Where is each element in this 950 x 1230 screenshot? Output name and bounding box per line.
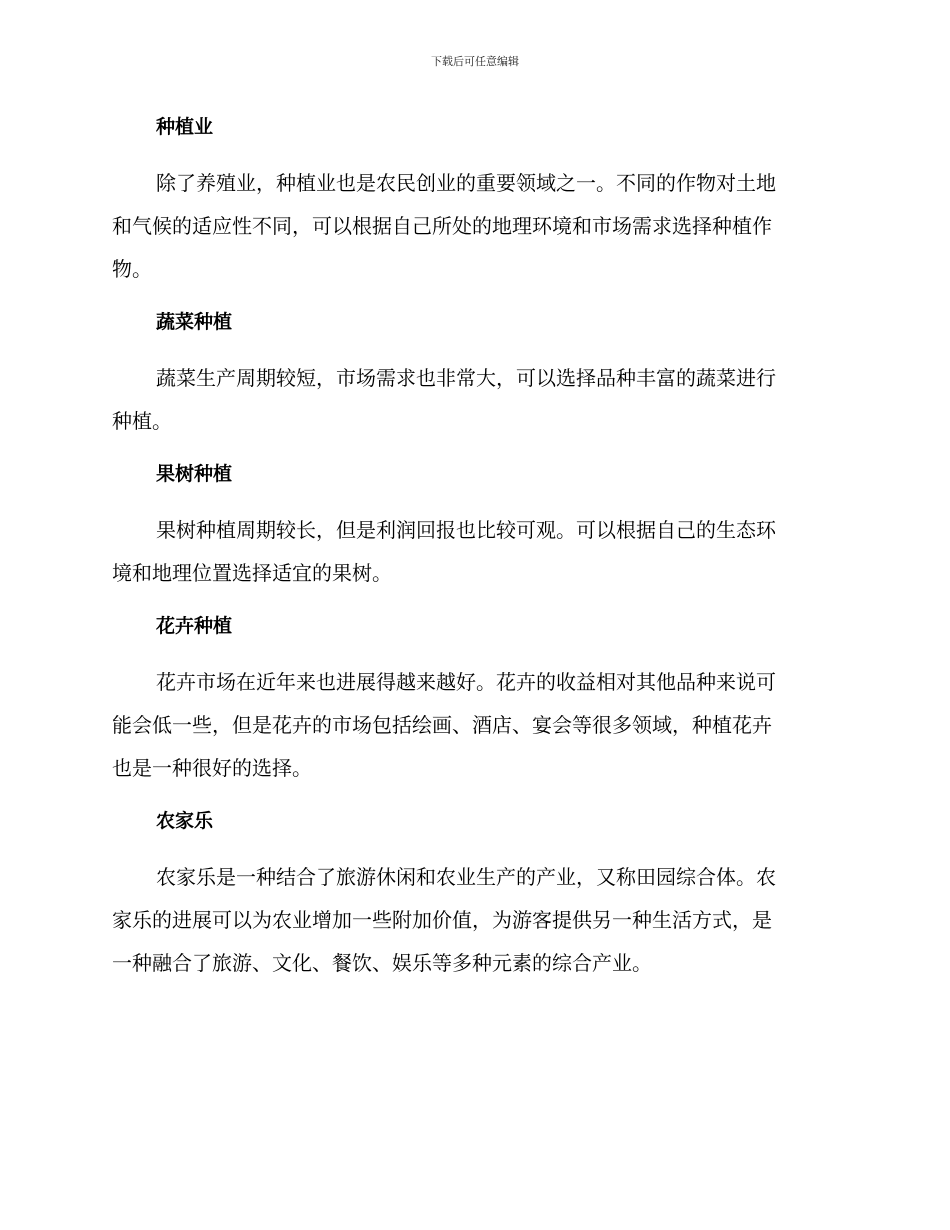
paragraph-agritourism <box>112 856 830 985</box>
paragraph-line: 和气候的适应性不同，可以根据自己所处的地理环境和市场需求选择种植作 <box>112 214 772 238</box>
section-heading-planting: 种植业 <box>156 116 214 138</box>
paragraph-line: 也是一种很好的选择。 <box>112 756 312 780</box>
paragraph-line: 家乐的进展可以为农业增加一些附加价值，为游客提供另一种生活方式，是 <box>112 908 772 932</box>
section-heading-flowers: 花卉种植 <box>156 615 233 637</box>
paragraph-line: 物。 <box>112 257 152 281</box>
paragraph-line: 除了养殖业，种植业也是农民创业的重要领域之一。不同的作物对土地 <box>156 171 776 195</box>
paragraph-line: 能会低一些，但是花卉的市场包括绘画、酒店、宴会等很多领域，种植花卉 <box>112 713 772 737</box>
paragraph-flowers <box>112 661 830 790</box>
section-heading-fruit-trees: 果树种植 <box>156 463 233 485</box>
section-heading-vegetables: 蔬菜种植 <box>156 311 233 333</box>
paragraph-fruit-trees <box>112 509 830 595</box>
paragraph-planting <box>112 162 830 291</box>
paragraph-line: 农家乐是一种结合了旅游休闲和农业生产的产业，又称田园综合体。农 <box>156 865 776 889</box>
paragraph-line: 境和地理位置选择适宜的果树。 <box>112 561 392 585</box>
paragraph-vegetables <box>112 357 830 443</box>
paragraph-line: 种植。 <box>112 409 172 433</box>
document-body <box>112 108 830 985</box>
page-header <box>0 54 950 70</box>
paragraph-line: 一种融合了旅游、文化、餐饮、娱乐等多种元素的综合产业。 <box>112 951 652 975</box>
section-heading-agritourism: 农家乐 <box>156 810 214 832</box>
paragraph-line: 花卉市场在近年来也进展得越来越好。花卉的收益相对其他品种来说可 <box>156 670 776 694</box>
header-text: 下载后可任意编辑 <box>431 55 519 68</box>
paragraph-line: 果树种植周期较长，但是利润回报也比较可观。可以根据自己的生态环 <box>156 518 776 542</box>
paragraph-line: 蔬菜生产周期较短，市场需求也非常大，可以选择品种丰富的蔬菜进行 <box>156 366 776 390</box>
